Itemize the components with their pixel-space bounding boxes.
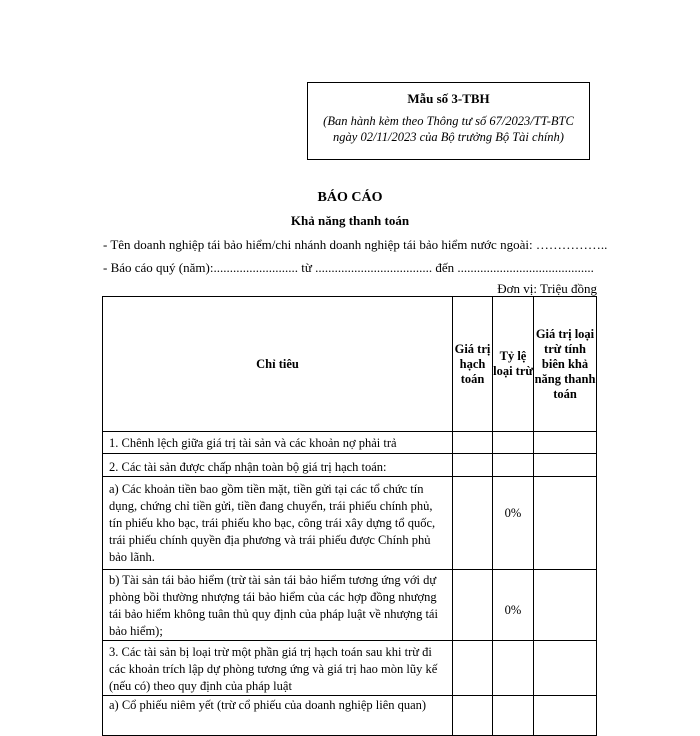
row-deducted-value — [534, 696, 597, 736]
row-deducted-value — [534, 454, 597, 477]
row-deducted-value — [534, 570, 597, 641]
header-criteria: Chỉ tiêu — [103, 297, 453, 432]
table-row — [103, 641, 597, 696]
row-deducted-value — [534, 477, 597, 570]
row-criteria: 3. Các tài sản bị loại trừ một phần giá trị hạch toán sau khi trừ đi các khoản trích lập dự phòng tương ứng và giá trị hao mòn lũy kế (nếu có) theo quy định của pháp luật — [103, 641, 453, 696]
table-header-row — [103, 297, 597, 432]
table-row — [103, 454, 597, 477]
table-row — [103, 570, 597, 641]
form-code: Mẫu số 3-TBH — [407, 91, 490, 106]
row-criteria: 1. Chênh lệch giữa giá trị tài sản và các khoản nợ phải trả — [103, 432, 453, 454]
report-title: BÁO CÁO — [317, 190, 383, 205]
report-subtitle: Khả năng thanh toán — [290, 213, 410, 228]
row-book-value — [453, 477, 493, 570]
row-deduction-rate: 0% — [493, 570, 534, 641]
row-deduction-rate — [493, 454, 534, 477]
table-row — [103, 432, 597, 454]
row-deduction-rate — [493, 641, 534, 696]
row-deduction-rate: 0% — [493, 477, 534, 570]
row-deduction-rate — [493, 432, 534, 454]
table-row — [103, 696, 597, 736]
row-criteria: b) Tài sản tái bảo hiểm (trừ tài sản tái bảo hiểm tương ứng với dự phòng bồi thường nhượng tái bảo hiểm của các hợp đồng nhượng tái bảo hiểm không tuân thủ quy định của pháp luật về nhượng tái bảo hiểm); — [103, 570, 453, 641]
header-book-value: Giá trị hạch toán — [453, 297, 493, 432]
unit-label: Đơn vị: Triệu đồng — [497, 281, 597, 296]
row-deducted-value — [534, 641, 597, 696]
report-period-line: - Báo cáo quý (năm):.......................... từ .................................... đến .......................................... — [103, 260, 594, 275]
solvency-table — [102, 296, 597, 736]
row-book-value — [453, 641, 493, 696]
table-row — [103, 477, 597, 570]
row-criteria: 2. Các tài sản được chấp nhận toàn bộ giá trị hạch toán: — [103, 454, 453, 477]
row-deduction-rate — [493, 696, 534, 736]
row-deducted-value — [534, 432, 597, 454]
row-criteria: a) Cổ phiếu niêm yết (trừ cổ phiếu của doanh nghiệp liên quan) — [103, 696, 453, 736]
row-book-value — [453, 570, 493, 641]
form-legal-note: (Ban hành kèm theo Thông tư số 67/2023/TT-BTC ngày 02/11/2023 của Bộ trưởng Bộ Tài chính) — [323, 114, 574, 144]
row-book-value — [453, 696, 493, 736]
form-code-box — [307, 82, 590, 160]
row-book-value — [453, 432, 493, 454]
row-book-value — [453, 454, 493, 477]
header-deduction-rate: Tỷ lệ loại trừ — [493, 297, 534, 432]
row-criteria: a) Các khoản tiền bao gồm tiền mặt, tiền gửi tại các tổ chức tín dụng, chứng chỉ tiền gửi, tiền đang chuyển, trái phiếu chính phủ, tín phiếu kho bạc, trái phiếu kho bạc, công trái xây dựng tổ quốc, trái phiếu chính quyền địa phương và trái phiếu được Chính phủ bảo lãnh. — [103, 477, 453, 570]
enterprise-name-line: - Tên doanh nghiệp tái bảo hiểm/chi nhánh doanh nghiệp tái bảo hiểm nước ngoài: …………….. — [103, 237, 608, 252]
header-deducted-value: Giá trị loại trừ tính biên khả năng thanh toán — [534, 297, 597, 432]
